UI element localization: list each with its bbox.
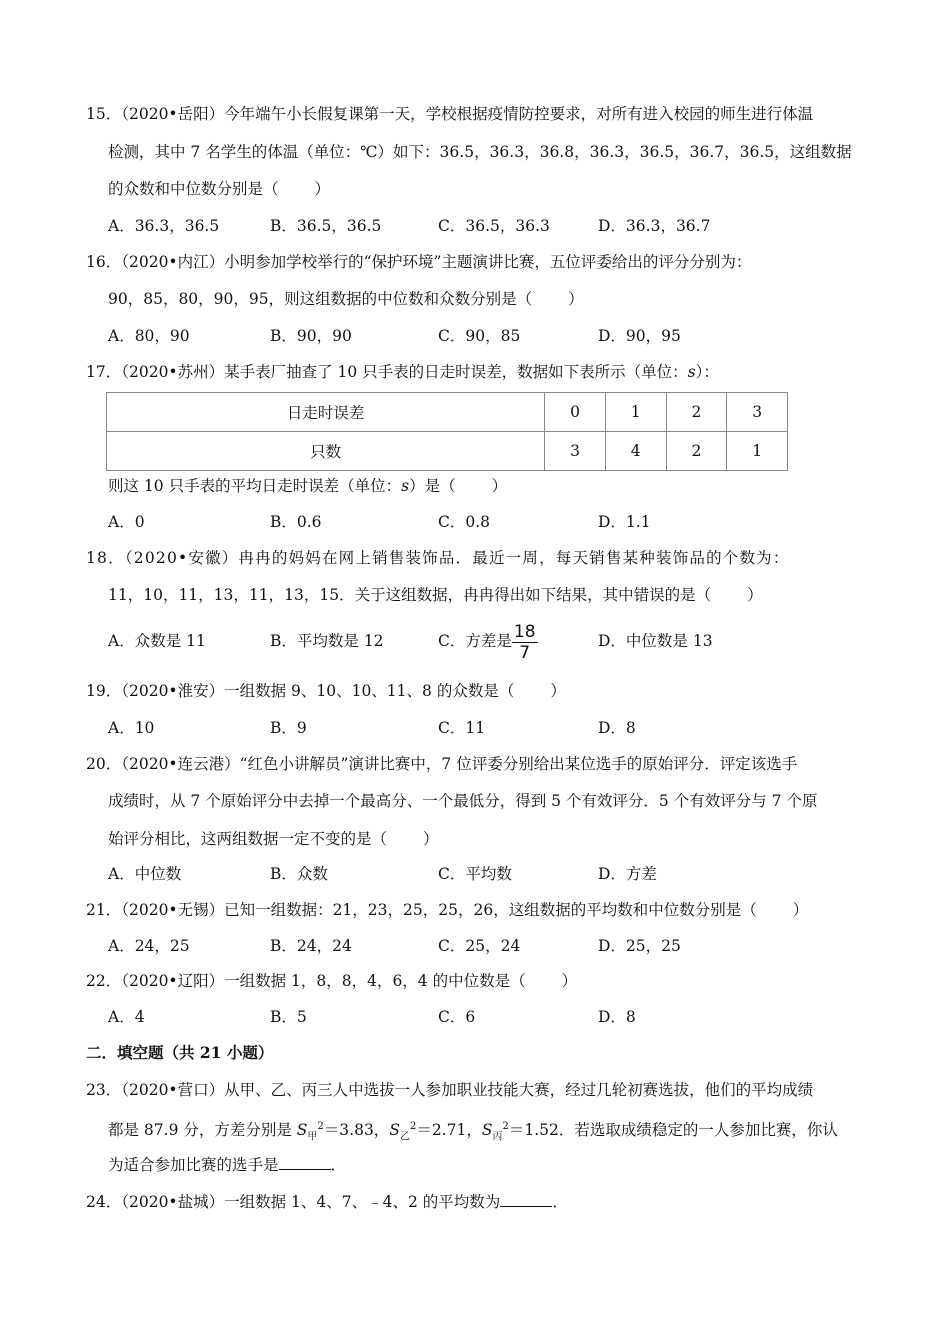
q22-option-c: C．6: [438, 1008, 476, 1026]
answer-blank[interactable]: [279, 1155, 331, 1170]
q23-line2: 都是 87.9 分，方差分别是 $S_甲^2=3.83$，$S_乙^2=2.71$，$S_丙^2=1.52$．若选取成绩稳定的一人参加比赛，你认: [108, 1121, 838, 1143]
q16-option-c: C．90，85: [438, 327, 521, 345]
table-cell: 1: [605, 393, 666, 432]
q19-option-b: B．9: [270, 719, 307, 737]
q15-option-a: A．36.3，36.5: [108, 217, 220, 235]
table-cell: 3: [545, 432, 606, 471]
q19-option-a: A．10: [108, 719, 155, 737]
q20-option-c: C．平均数: [438, 865, 512, 883]
table-cell: 0: [545, 393, 606, 432]
q21-option-b: B．24，24: [270, 937, 352, 955]
q18-option-d: D．中位数是 13: [598, 632, 713, 650]
q22-option-b: B．5: [270, 1008, 307, 1026]
q15-option-b: B．36.5，36.5: [270, 217, 382, 235]
answer-blank[interactable]: [500, 1192, 552, 1207]
q21-option-c: C．25，24: [438, 937, 521, 955]
q24-line1: 24．（2020•盐城）一组数据 1、4、7、﹣4、2 的平均数为 ．: [86, 1193, 568, 1211]
q15-line2: 检测，其中 7 名学生的体温（单位：℃）如下：36.5，36.3，36.8，36.3，36.5，36.7，36.5，这组数据: [108, 143, 852, 161]
q18-line2: 11，10，11，13，11，13，15．关于这组数据，冉冉得出如下结果，其中错误的是（ ）: [108, 586, 763, 604]
q19-line1: 19．（2020•淮安）一组数据 9、10、10、11、8 的众数是（ ）: [86, 682, 566, 700]
q17-option-c: C．0.8: [438, 513, 491, 531]
q20-line3: 始评分相比，这两组数据一定不变的是（ ）: [108, 830, 439, 848]
q17-option-b: B．0.6: [270, 513, 322, 531]
q21-option-a: A．24，25: [108, 937, 190, 955]
table-cell: 3: [727, 393, 788, 432]
table-header-cell: 只数: [107, 432, 545, 471]
table-cell: 1: [727, 432, 788, 471]
table-row: [107, 432, 788, 471]
q15-line1: 15．（2020•岳阳）今年端午小长假复课第一天，学校根据疫情防控要求，对所有进入校园的师生进行体温: [86, 105, 814, 123]
q20-option-b: B．众数: [270, 865, 328, 883]
q16-option-b: B．90，90: [270, 327, 352, 345]
q23-line1: 23．（2020•营口）从甲、乙、丙三人中选拔一人参加职业技能大赛，经过几轮初赛选拔，他们的平均成绩: [86, 1081, 814, 1099]
q22-option-a: A．4: [108, 1008, 145, 1026]
table-cell: 2: [666, 432, 727, 471]
q16-line1: 16．（2020•内江）小明参加学校举行的“保护环境”主题演讲比赛，五位评委给出的评分分别为：: [86, 253, 752, 271]
q20-option-d: D．方差: [598, 865, 657, 883]
q20-line2: 成绩时，从 7 个原始评分中去掉一个最高分、一个最低分，得到 5 个有效评分．5 个有效评分与 7 个原: [108, 792, 818, 810]
q16-option-a: A．80，90: [108, 327, 190, 345]
table-header-cell: 日走时误差: [107, 393, 545, 432]
q22-line1: 22．（2020•辽阳）一组数据 1，8，8，4，6，4 的中位数是（ ）: [86, 972, 578, 990]
q18-option-b: B．平均数是 12: [270, 632, 384, 650]
q17-option-a: A．0: [108, 513, 145, 531]
q17-line2: 则这 10 只手表的平均日走时误差（单位：s）是（ ）: [108, 477, 508, 495]
q20-line1: 20．（2020•连云港）“红色小讲解员”演讲比赛中，7 位评委分别给出某位选手的原始评分．评定该选手: [86, 755, 798, 773]
q15-line3: 的众数和中位数分别是（ ）: [108, 180, 331, 198]
table-row: [107, 393, 788, 432]
q18-option-a: A．众数是 11: [108, 632, 206, 650]
table-cell: 4: [605, 432, 666, 471]
q22-option-d: D．8: [598, 1008, 636, 1026]
q23-line3: 为适合参加比赛的选手是 ．: [108, 1156, 347, 1174]
q20-option-a: A．中位数: [108, 865, 182, 883]
q16-option-d: D．90，95: [598, 327, 681, 345]
q16-line2: 90，85，80，90，95，则这组数据的中位数和众数分别是（ ）: [108, 290, 584, 308]
q21-option-d: D．25，25: [598, 937, 681, 955]
error-table: [106, 392, 788, 471]
fraction: $\frac{18}{7}$: [513, 621, 536, 663]
table-cell: 2: [666, 393, 727, 432]
q15-option-d: D．36.3，36.7: [598, 217, 711, 235]
q18-line1: 18．（2020•安徽）冉冉的妈妈在网上销售装饰品．最近一周，每天销售某种装饰品的个数为：: [86, 549, 790, 567]
q19-option-d: D．8: [598, 719, 636, 737]
q19-option-c: C．11: [438, 719, 486, 737]
section-heading: 二．填空题（共 21 小题）: [86, 1043, 274, 1062]
q17-option-d: D．1.1: [598, 513, 651, 531]
q15-option-c: C．36.5，36.3: [438, 217, 550, 235]
q17-line1: 17．（2020•苏州）某手表厂抽查了 10 只手表的日走时误差，数据如下表所示（单位：s）：: [86, 363, 719, 381]
q18-option-c: C．方差是 $\frac{18}{7}$: [438, 621, 536, 663]
q21-line1: 21．（2020•无锡）已知一组数据：21，23，25，25，26，这组数据的平均数和中位数分别是（ ）: [86, 901, 809, 919]
